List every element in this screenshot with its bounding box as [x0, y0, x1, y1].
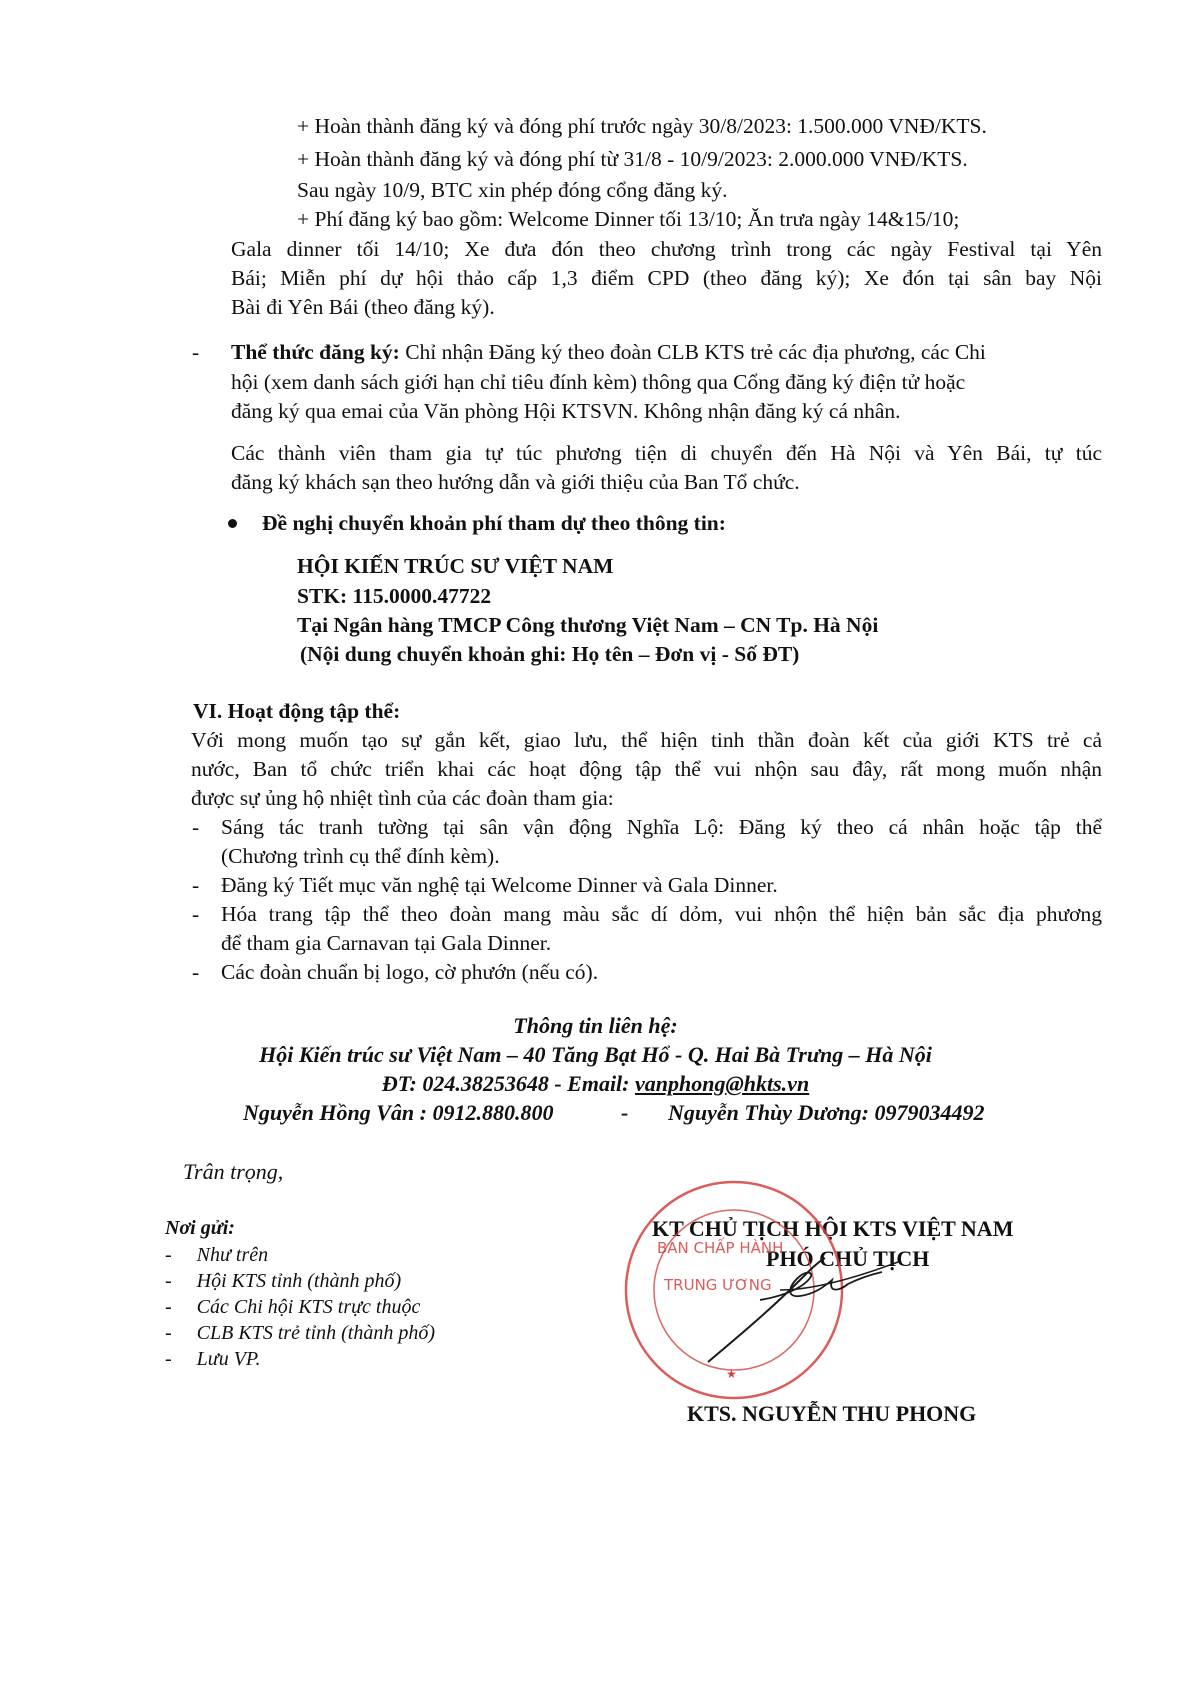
section6-intro-2: nước, Ban tổ chức triển khai các hoạt động tập thể vui nhộn sau đây, rất mong muốn nhận: [191, 757, 1102, 781]
registration-label: Thể thức đăng ký:: [231, 340, 400, 364]
recipient-1: - Như trên: [165, 1244, 269, 1266]
fee-line-2: + Hoàn thành đăng ký và đóng phí từ 31/8 - 10/9/2023: 2.000.000 VNĐ/KTS.: [297, 147, 968, 171]
item-2-dash: -: [192, 873, 200, 897]
handwritten-signature: [660, 1240, 900, 1370]
signer-name: KTS. NGUYỄN THU PHONG: [687, 1401, 977, 1426]
item-4: Các đoàn chuẩn bị logo, cờ phướn (nếu có).: [221, 960, 599, 984]
contact-separator: -: [621, 1100, 629, 1125]
signature-title-1: KT CHỦ TỊCH HỘI KTS VIỆT NAM: [652, 1216, 1014, 1241]
fee-line-1: + Hoàn thành đăng ký và đóng phí trước ngày 30/8/2023: 1.500.000 VNĐ/KTS.: [297, 114, 987, 138]
registration-line-3: đăng ký qua emai của Văn phòng Hội KTSVN. Không nhận đăng ký cá nhân.: [231, 399, 901, 423]
section6-intro-3: được sự ủng hộ nhiệt tình của các đoàn tham gia:: [191, 786, 614, 810]
payment-bank: Tại Ngân hàng TMCP Công thương Việt Nam – CN Tp. Hà Nội: [297, 613, 879, 637]
recipient-4: - CLB KTS trẻ tỉnh (thành phố): [165, 1322, 436, 1344]
fee-line-6: Bái; Miễn phí dự hội thảo cấp 1,3 điểm CPD (theo đăng ký); Xe đón tại sân bay Nội: [231, 266, 1102, 290]
payment-account: STK: 115.0000.47722: [297, 584, 492, 608]
svg-text:★: ★: [726, 1367, 737, 1381]
contact-email-link[interactable]: vanphong@hkts.vn: [635, 1071, 810, 1096]
section6-intro-1: Với mong muốn tạo sự gắn kết, giao lưu, thể hiện tinh thần đoàn kết của giới KTS trẻ cả: [191, 728, 1102, 752]
recipient-3: - Các Chi hội KTS trực thuộc: [165, 1296, 421, 1318]
contact-title: Thông tin liên hệ:: [513, 1013, 678, 1038]
contact-person-1: Nguyễn Hồng Vân : 0912.880.800: [243, 1100, 554, 1125]
contact-person-2: Nguyễn Thùy Dương: 0979034492: [668, 1100, 985, 1125]
registration-line-1-text: Chỉ nhận Đăng ký theo đoàn CLB KTS trẻ các địa phương, các Chi: [399, 340, 986, 364]
registration-dash: -: [192, 340, 200, 364]
registration-para2-line-2: đăng ký khách sạn theo hướng dẫn và giới thiệu của Ban Tổ chức.: [231, 470, 800, 494]
closing: Trân trọng,: [183, 1159, 284, 1184]
payment-note: (Nội dung chuyển khoản ghi: Họ tên – Đơn vị - Số ĐT): [300, 642, 800, 666]
contact-phone-email: [0, 1070, 1191, 1098]
stamp-text-1: BAN CHẤP HÀNH: [657, 1239, 784, 1257]
registration-line-2: hội (xem danh sách giới hạn chỉ tiêu đính kèm) thông qua Cổng đăng ký điện tử hoặc: [231, 370, 966, 394]
registration-para2-line-1: Các thành viên tham gia tự túc phương tiện di chuyển đến Hà Nội và Yên Bái, tự túc: [231, 441, 1102, 465]
signature-title-2: PHÓ CHỦ TỊCH: [766, 1246, 930, 1271]
fee-line-4: + Phí đăng ký bao gồm: Welcome Dinner tối 13/10; Ăn trưa ngày 14&15/10;: [297, 207, 960, 231]
fee-line-3: Sau ngày 10/9, BTC xin phép đóng cổng đăng ký.: [297, 178, 728, 202]
item-2: Đăng ký Tiết mục văn nghệ tại Welcome Dinner và Gala Dinner.: [221, 873, 778, 897]
fee-line-7: Bài đi Yên Bái (theo đăng ký).: [231, 295, 495, 319]
item-1-line-2: (Chương trình cụ thể đính kèm).: [221, 844, 500, 868]
fee-line-5: Gala dinner tối 14/10; Xe đưa đón theo chương trình trong các ngày Festival tại Yên: [231, 237, 1102, 261]
contact-phone: ĐT: 024.38253648 - Email:: [381, 1071, 635, 1096]
payment-heading: Đề nghị chuyển khoản phí tham dự theo thông tin:: [262, 511, 726, 535]
payment-org: HỘI KIẾN TRÚC SƯ VIỆT NAM: [297, 554, 614, 578]
item-3-dash: -: [192, 902, 200, 926]
item-3-line-1: Hóa trang tập thể theo đoàn mang màu sắc dí dỏm, vui nhộn thể hiện bản sắc địa phương: [221, 902, 1102, 926]
item-1-line-1: Sáng tác tranh tường tại sân vận động Nghĩa Lộ: Đăng ký theo cá nhân hoặc tập thể: [221, 815, 1102, 839]
bullet-icon: [228, 519, 237, 528]
item-3-line-2: để tham gia Carnavan tại Gala Dinner.: [221, 931, 552, 955]
recipients-title: Nơi gửi:: [165, 1217, 235, 1239]
registration-line-1: [231, 338, 986, 366]
recipient-2: - Hội KTS tỉnh (thành phố): [165, 1270, 402, 1292]
item-1-dash: -: [192, 815, 200, 839]
contact-address: Hội Kiến trúc sư Việt Nam – 40 Tăng Bạt Hổ - Q. Hai Bà Trưng – Hà Nội: [259, 1042, 932, 1067]
item-4-dash: -: [192, 960, 200, 984]
section6-heading: VI. Hoạt động tập thể:: [193, 699, 401, 723]
recipient-5: - Lưu VP.: [165, 1348, 261, 1370]
stamp-text-2: TRUNG ƯƠNG: [664, 1276, 772, 1294]
